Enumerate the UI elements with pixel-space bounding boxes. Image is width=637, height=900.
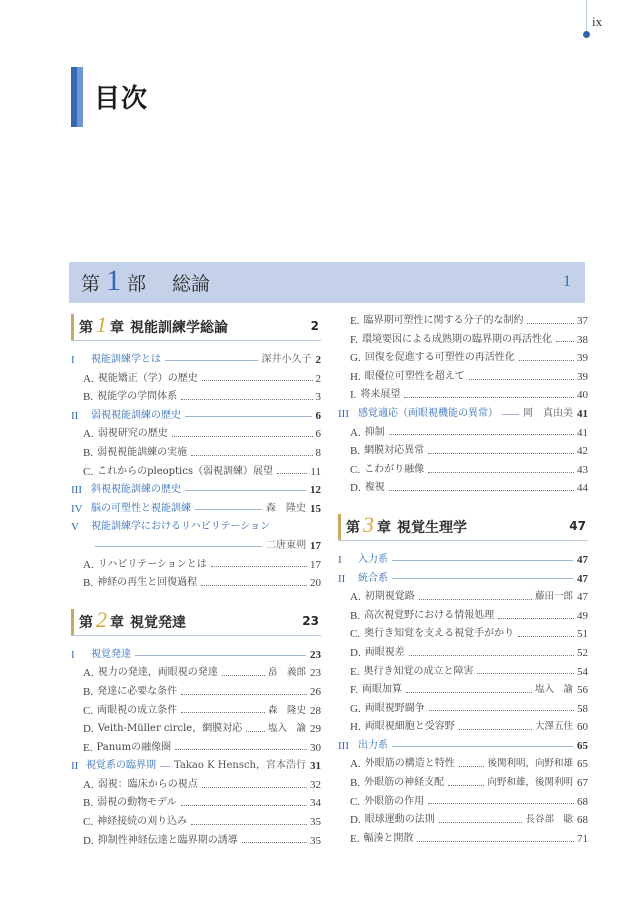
toc-entry[interactable]	[71, 776, 321, 795]
section-numeral: III	[338, 739, 349, 752]
dot-leader	[202, 787, 307, 788]
toc-section[interactable]	[71, 500, 321, 519]
toc-entry[interactable]	[71, 556, 321, 575]
toc-section[interactable]	[338, 737, 588, 756]
chapter-label	[346, 511, 467, 537]
entry-letter: G.	[350, 352, 361, 365]
toc-entry[interactable]	[71, 574, 321, 593]
toc-section-continued[interactable]	[71, 537, 321, 556]
entry-title: 回復を促進する可塑性の再活性化	[364, 352, 515, 364]
chapter-title: 視覚発達	[130, 614, 186, 631]
dot-leader	[448, 785, 484, 786]
dot-leader	[556, 341, 574, 342]
chapter-page: 47	[569, 518, 586, 533]
toc-entry[interactable]	[338, 349, 588, 368]
entry-title: Panumの融像圏	[96, 741, 172, 753]
dot-leader	[175, 749, 307, 750]
section-numeral: III	[338, 407, 349, 420]
entry-letter: E.	[350, 832, 360, 845]
entry-page: 68	[577, 814, 588, 827]
entry-title: 複視	[364, 482, 385, 494]
section-page: 47	[577, 553, 588, 566]
dot-leader	[419, 599, 532, 600]
section-page: 2	[315, 354, 321, 366]
dot-leader	[429, 710, 574, 711]
entry-title: 抑制性神経伝達と臨界期の誘導	[97, 834, 238, 846]
chapter-prefix: 第	[346, 519, 360, 536]
entry-letter: H.	[350, 370, 361, 383]
entry-title: 視能学の学問体系	[97, 391, 178, 403]
entry-title: 奥行き知覚を支える視覚手がかり	[364, 628, 515, 640]
title-accent-bar	[71, 67, 83, 127]
chapter-page: 23	[302, 613, 319, 628]
dot-leader	[519, 360, 574, 361]
entry-title: 高次視覚野における情報処理	[364, 609, 495, 621]
dot-leader	[389, 490, 574, 491]
entry-title: 網膜対応異常	[364, 445, 425, 457]
entry-title: 環境要因による成熟期の臨界期の再活性化	[362, 333, 552, 345]
section-title: 入力系	[358, 553, 388, 565]
entry-page: 38	[577, 333, 588, 346]
toc-entry[interactable]	[71, 683, 321, 702]
dot-leader	[459, 766, 485, 767]
entry-letter: C.	[83, 704, 94, 717]
toc-section[interactable]	[338, 570, 588, 589]
section-title: 脳の可塑性と視能訓練	[91, 502, 191, 514]
section-rule	[502, 414, 519, 415]
toc-left-column	[71, 312, 321, 850]
entry-title: 弱視視能訓練の実施	[97, 446, 188, 458]
part-number: 1	[106, 264, 122, 297]
entry-letter: A.	[350, 426, 361, 439]
entry-title: 外眼筋の作用	[364, 795, 425, 807]
dot-leader	[222, 675, 265, 676]
section-numeral: V	[71, 521, 79, 534]
section-rule	[392, 746, 573, 747]
toc-entry[interactable]	[338, 331, 588, 350]
dot-leader	[277, 473, 307, 474]
entry-page: 26	[310, 685, 321, 698]
toc-entry[interactable]	[338, 607, 588, 626]
chapter-number: 1	[96, 312, 107, 337]
entry-title: 両眼視の成立条件	[97, 704, 178, 716]
dot-leader	[202, 380, 313, 381]
entry-letter: A.	[83, 372, 94, 385]
toc-entry[interactable]	[338, 663, 588, 682]
entry-page: 11	[310, 465, 321, 478]
entry-title: リハビリテーションとは	[97, 558, 207, 570]
dot-leader	[477, 673, 574, 674]
section-page: 12	[310, 484, 321, 497]
entry-page: 56	[577, 684, 588, 697]
chapter-label	[79, 312, 228, 337]
entry-title: こわがり融像	[364, 463, 425, 475]
dot-leader	[498, 618, 574, 619]
entry-letter: I.	[350, 389, 357, 402]
section-author: Takao K Hensch，宮本浩行	[174, 760, 306, 772]
section-rule	[135, 655, 306, 656]
toc-entry[interactable]	[338, 755, 588, 774]
entry-title: 外眼筋の神経支配	[364, 777, 445, 789]
dot-leader	[181, 805, 307, 806]
entry-page: 29	[310, 723, 321, 736]
entry-page: 35	[310, 834, 321, 847]
section-title: 統合系	[358, 572, 388, 584]
section-page: 23	[310, 648, 321, 661]
entry-author: 向野和雄，後関利明	[487, 777, 573, 789]
section-numeral: III	[71, 484, 82, 497]
toc-entry[interactable]	[71, 463, 321, 482]
section-numeral: II	[338, 572, 346, 585]
dot-leader	[191, 824, 307, 825]
chapter-heading[interactable]	[71, 312, 321, 341]
entry-page: 40	[577, 389, 588, 402]
entry-page: 52	[577, 646, 588, 659]
toc-entry[interactable]	[71, 720, 321, 739]
chapter-suffix: 章	[110, 320, 124, 336]
section-page: 31	[310, 760, 321, 773]
entry-letter: D.	[83, 834, 94, 847]
chapter-number: 2	[96, 606, 107, 632]
entry-letter: E.	[350, 665, 360, 678]
chapter-prefix: 第	[79, 320, 93, 336]
part-suffix: 部	[127, 273, 147, 295]
entry-letter: A.	[83, 667, 94, 680]
entry-letter: D.	[350, 814, 361, 827]
entry-page: 71	[577, 832, 588, 845]
section-rule	[95, 546, 262, 547]
section-title: 感覚適応（両眼視機能の異常）	[358, 407, 498, 419]
entry-letter: A.	[350, 591, 361, 604]
folio-rule	[586, 0, 587, 32]
entry-title: 神経の再生と回復過程	[97, 577, 198, 589]
section-title: 斜視視能訓練の歴史	[91, 484, 181, 496]
entry-title: 発達に必要な条件	[97, 685, 178, 697]
section-numeral: I	[71, 354, 75, 366]
toc-entry[interactable]	[338, 811, 588, 830]
entry-letter: D.	[350, 482, 361, 495]
entry-title: 外眼筋の構造と特性	[364, 758, 455, 770]
entry-letter: B.	[350, 777, 361, 790]
dot-leader	[459, 729, 532, 730]
entry-page: 49	[577, 609, 588, 622]
part-banner	[69, 262, 585, 303]
toc-entry[interactable]	[71, 425, 321, 444]
toc-entry[interactable]	[338, 424, 588, 443]
entry-letter: C.	[350, 628, 361, 641]
toc-entry[interactable]	[71, 832, 321, 851]
toc-section[interactable]	[71, 757, 321, 776]
toc-entry[interactable]	[338, 718, 588, 737]
entry-page: 20	[310, 577, 321, 590]
dot-leader	[181, 694, 307, 695]
toc-section[interactable]	[71, 351, 321, 370]
toc-entry[interactable]	[338, 479, 588, 498]
chapter-title: 視覚生理学	[397, 519, 467, 536]
entry-letter: B.	[83, 577, 94, 590]
entry-page: 34	[310, 797, 321, 810]
entry-title: 抑制	[364, 426, 385, 438]
entry-title: 両眼視差	[364, 646, 405, 658]
dot-leader	[211, 566, 307, 567]
toc-right-column	[338, 312, 588, 848]
entry-letter: C.	[83, 465, 94, 478]
dot-leader	[246, 731, 265, 732]
entry-letter: B.	[350, 609, 361, 622]
section-page: 47	[577, 572, 588, 585]
entry-title: 弱視研究の歴史	[97, 428, 168, 440]
chapter-suffix: 章	[377, 519, 391, 536]
section-title: 出力系	[358, 739, 388, 751]
chapter-gap	[338, 498, 588, 512]
dot-leader	[518, 636, 574, 637]
entry-letter: D.	[83, 723, 94, 736]
entry-letter: F.	[350, 333, 358, 346]
toc-section[interactable]	[71, 407, 321, 426]
toc-entry[interactable]	[71, 739, 321, 758]
entry-title: 視力の発達，両眼視の発達	[97, 667, 218, 679]
entry-title: 弱視：臨床からの視点	[97, 778, 198, 790]
chapter-page: 2	[310, 319, 319, 333]
chapter-suffix: 章	[110, 614, 124, 631]
dot-leader	[417, 841, 574, 842]
toc-section[interactable]	[338, 551, 588, 570]
dot-leader	[439, 822, 523, 823]
entry-author: 大澤五住	[534, 721, 573, 733]
entry-page: 23	[310, 667, 321, 680]
entry-title: 奥行き知覚の成立と障害	[363, 665, 474, 677]
section-page: 6	[315, 409, 321, 422]
entry-letter: H.	[350, 721, 361, 734]
dot-leader	[181, 399, 312, 400]
toc-entry[interactable]	[71, 813, 321, 832]
section-numeral: I	[71, 648, 75, 661]
entry-letter: E.	[350, 315, 360, 327]
toc-entry[interactable]	[338, 386, 588, 405]
toc-entry[interactable]	[338, 774, 588, 793]
page-number: ix	[592, 14, 603, 29]
section-page: 15	[310, 502, 321, 515]
chapter-number: 3	[363, 511, 374, 537]
toc-entry[interactable]	[338, 625, 588, 644]
toc-section[interactable]	[71, 646, 321, 665]
entry-author: 畠 義郎	[267, 667, 306, 679]
section-rule	[160, 766, 170, 767]
entry-letter: A.	[83, 428, 94, 441]
toc-section[interactable]	[71, 518, 321, 537]
section-title: 視覚系の臨界期	[86, 760, 157, 772]
entry-letter: D.	[350, 646, 361, 659]
dot-leader	[428, 472, 574, 473]
entry-letter: B.	[83, 446, 94, 459]
section-rule	[185, 416, 312, 417]
entry-page: 41	[577, 426, 588, 439]
toc-entry[interactable]	[338, 793, 588, 812]
toc-entry[interactable]	[338, 830, 588, 849]
entry-title: 将来展望	[360, 389, 401, 401]
toc-entry[interactable]	[71, 664, 321, 683]
entry-letter: B.	[83, 685, 94, 698]
dot-leader	[428, 803, 574, 804]
entry-letter: F.	[350, 684, 358, 697]
entry-page: 39	[577, 370, 588, 383]
section-rule	[392, 578, 573, 579]
part-page: 1	[563, 273, 571, 290]
toc-entry[interactable]	[71, 444, 321, 463]
entry-title: 臨界期可塑性に関する分子的な制約	[363, 315, 524, 326]
entry-letter: B.	[350, 445, 361, 458]
dot-leader	[428, 453, 574, 454]
entry-author: 藤田一郎	[534, 591, 573, 603]
entry-page: 17	[310, 558, 321, 571]
chapter-title: 視能訓練学総論	[130, 320, 228, 336]
section-page: 17	[310, 539, 321, 552]
section-title: 視能訓練学とは	[91, 354, 161, 365]
section-title: 視能訓練学におけるリハビリテーション	[91, 521, 271, 533]
toc-entry[interactable]	[338, 368, 588, 387]
entry-page: 51	[577, 628, 588, 641]
entry-page: 30	[310, 741, 321, 754]
entry-page: 35	[310, 816, 321, 829]
entry-letter: C.	[350, 795, 361, 808]
toc-entry[interactable]	[71, 702, 321, 721]
entry-title: Veith-Müller circle，網膜対応	[97, 723, 243, 735]
entry-page: 60	[577, 721, 588, 734]
toc-entry[interactable]	[338, 588, 588, 607]
section-numeral: IV	[71, 502, 83, 515]
dot-leader	[527, 323, 574, 324]
section-rule	[185, 490, 306, 491]
toc-section[interactable]	[71, 481, 321, 500]
entry-letter: A.	[350, 758, 361, 771]
dot-leader	[389, 434, 574, 435]
chapter-label	[79, 606, 186, 632]
entry-page: 37	[577, 315, 588, 327]
entry-page: 3	[315, 391, 321, 404]
toc-entry[interactable]	[338, 312, 588, 331]
section-page: 65	[577, 739, 588, 752]
entry-title: 視能矯正（学）の歴史	[97, 372, 198, 384]
section-author: 深井小久子	[261, 354, 312, 365]
entry-page: 54	[577, 665, 588, 678]
chapter-heading[interactable]	[71, 607, 321, 636]
dot-leader	[242, 842, 307, 843]
section-rule	[165, 360, 258, 361]
toc-entry[interactable]	[71, 388, 321, 407]
dot-leader	[409, 655, 574, 656]
page-title: 目次	[94, 84, 149, 114]
entry-page: 42	[577, 445, 588, 458]
dot-leader	[181, 712, 265, 713]
part-name: 総論	[172, 273, 211, 295]
entry-title: 輻湊と開散	[363, 832, 414, 844]
toc-entry[interactable]	[338, 700, 588, 719]
toc-entry[interactable]	[71, 370, 321, 389]
dot-leader	[191, 455, 312, 456]
section-title: 弱視視能訓練の歴史	[91, 409, 181, 421]
part-label	[81, 264, 211, 297]
entry-title: 眼球運動の法則	[364, 814, 435, 826]
section-rule	[195, 509, 262, 510]
section-author: 森 隆史	[266, 502, 306, 514]
entry-letter: B.	[83, 797, 94, 810]
dot-leader	[406, 692, 532, 693]
toc-entry[interactable]	[71, 794, 321, 813]
entry-title: 両眼視細胞と受容野	[364, 721, 455, 733]
entry-page: 6	[315, 428, 321, 441]
section-numeral: I	[338, 553, 342, 566]
entry-letter: C.	[350, 463, 361, 476]
entry-letter: C.	[83, 816, 94, 829]
dot-leader	[201, 585, 307, 586]
entry-page: 68	[577, 795, 588, 808]
entry-page: 8	[315, 446, 321, 459]
entry-page: 2	[315, 372, 321, 385]
section-author: 岡 真由美	[523, 407, 573, 419]
entry-title: 眼優位可塑性を超えて	[364, 370, 465, 382]
chapter-heading[interactable]	[338, 512, 588, 541]
dot-leader	[469, 379, 574, 380]
entry-title: 初期視覚路	[364, 591, 415, 603]
entry-title: 神経接続の刈り込み	[97, 816, 188, 828]
entry-author: 後関利明，向野和雄	[487, 758, 573, 770]
toc-entry[interactable]	[338, 442, 588, 461]
toc-section[interactable]	[338, 405, 588, 424]
chapter-gap	[71, 593, 321, 607]
entry-author: 塩入 諭	[267, 723, 306, 735]
section-author: 二唐東朔	[266, 539, 306, 551]
section-page: 41	[577, 407, 588, 420]
section-numeral: II	[71, 409, 79, 422]
entry-page: 28	[310, 704, 321, 717]
entry-page: 39	[577, 352, 588, 365]
entry-page: 43	[577, 463, 588, 476]
entry-letter: A.	[83, 778, 94, 791]
section-numeral: II	[71, 760, 79, 773]
entry-author: 森 隆史	[267, 704, 306, 716]
entry-author: 長谷部 聡	[525, 814, 573, 826]
entry-page: 47	[577, 591, 588, 604]
entry-page: 58	[577, 702, 588, 715]
dot-leader	[404, 397, 574, 398]
toc-entry[interactable]	[338, 644, 588, 663]
folio-dot-icon	[583, 31, 590, 38]
dot-leader	[172, 436, 313, 437]
entry-title: 両眼視野闘争	[364, 702, 425, 714]
entry-title: 両眼加算	[362, 684, 402, 696]
entry-title: 弱視の動物モデル	[97, 797, 177, 809]
entry-page: 32	[310, 778, 321, 791]
entry-letter: A.	[83, 558, 94, 571]
entry-letter: G.	[350, 702, 361, 715]
section-title: 視覚発達	[91, 648, 131, 660]
entry-title: これからのpleoptics（弱視訓練）展望	[97, 465, 273, 477]
entry-letter: B.	[83, 391, 94, 404]
chapter-prefix: 第	[79, 614, 93, 631]
entry-author: 塩入 諭	[534, 684, 573, 696]
entry-page: 65	[577, 758, 588, 771]
entry-page: 44	[577, 482, 588, 495]
entry-page: 67	[577, 777, 588, 790]
toc-entry[interactable]	[338, 681, 588, 700]
toc-entry[interactable]	[338, 461, 588, 480]
section-rule	[392, 560, 573, 561]
entry-letter: E.	[83, 741, 93, 754]
part-prefix: 第	[81, 273, 101, 295]
